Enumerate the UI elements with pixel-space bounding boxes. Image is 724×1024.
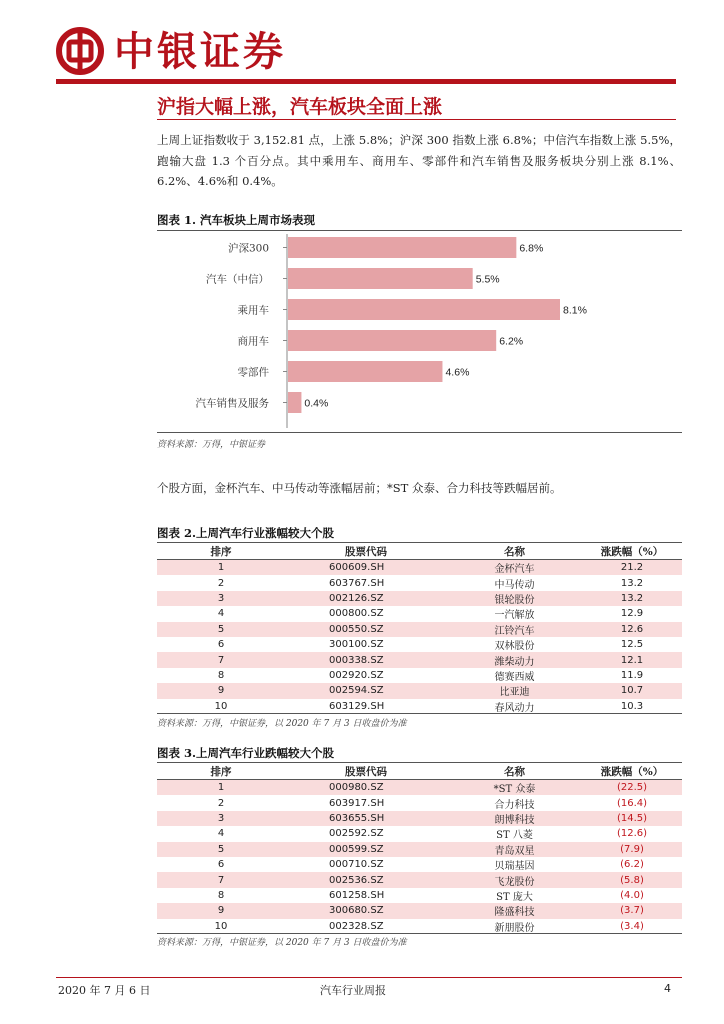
chart-bar	[288, 299, 560, 320]
rank-cell: 10	[214, 920, 228, 932]
code-cell: 000710.SZ	[329, 859, 384, 871]
change-cell: (16.4)	[616, 797, 648, 809]
section-title: 沪指大幅上涨，汽车板块全面上涨	[157, 96, 443, 118]
code-cell: 603655.SH	[285, 811, 447, 826]
rank-cell: 8	[217, 889, 225, 901]
chart-data-label: 6.8%	[519, 242, 544, 255]
chart-data-label: 5.5%	[475, 273, 500, 286]
table-row	[157, 888, 682, 903]
chart-bar	[288, 237, 516, 258]
footer-date: 2020 年 7 月 6 日	[58, 984, 151, 997]
rank-cell: 6	[217, 859, 225, 871]
code-cell: 000550.SZ	[285, 622, 447, 637]
stocks-summary-paragraph: 个股方面，金杯汽车、中马传动等涨幅居前；*ST 众泰、合力科技等跌幅居前。	[157, 481, 562, 495]
top-gainers-table	[157, 544, 682, 714]
name-cell: 比亚迪	[447, 683, 582, 698]
rank-cell: 2	[217, 797, 225, 809]
code-cell: 000800.SZ	[329, 608, 384, 620]
table3-title: 图表 3.上周汽车行业跌幅较大个股	[157, 746, 335, 760]
chart-category-label: 零部件	[237, 366, 269, 379]
section-title-rule	[157, 119, 676, 120]
chart-category-label: 汽车销售及服务	[195, 397, 269, 410]
code-cell: 000599.SZ	[285, 842, 447, 857]
table-header-row	[157, 544, 682, 560]
footer-report-name: 汽车行业周报	[320, 984, 386, 997]
table-row	[157, 591, 682, 606]
name-cell: 一汽解放	[494, 610, 535, 622]
name-cell: ST 八菱	[496, 830, 533, 842]
chart-category-label: 汽车（中信）	[206, 273, 269, 286]
code-cell: 002126.SZ	[285, 591, 447, 606]
table-row	[157, 795, 682, 810]
change-cell: (4.0)	[620, 889, 644, 901]
name-cell: 金杯汽车	[447, 560, 582, 576]
code-cell: 603129.SH	[329, 700, 385, 712]
rank-cell: 3	[157, 591, 285, 606]
table-row	[157, 872, 682, 887]
change-cell: 10.3	[620, 700, 644, 712]
col-code: 股票代码	[345, 766, 387, 778]
name-cell: 银轮股份	[447, 591, 582, 606]
table-row	[157, 560, 682, 576]
code-cell: 000980.SZ	[285, 780, 447, 796]
name-cell: 朗博科技	[447, 811, 582, 826]
name-cell: 隆盛科技	[447, 903, 582, 918]
rank-cell: 9	[157, 683, 285, 698]
code-cell: 601258.SH	[329, 889, 385, 901]
table-row	[157, 668, 682, 683]
footer-rule	[56, 977, 682, 978]
market-summary-paragraph: 上周上证指数收于 3,152.81 点，上涨 5.8%；沪深 300 指数上涨 6.8%；中信汽车指数上涨 5.5%，跑输大盘 1.3 个百分点。其中乘用车、商用车、零部件和汽车销售及服务板块分别上涨 8.1%、6.2%、4.6%和 0.4%。	[157, 133, 681, 188]
table2-top-rule	[157, 542, 682, 543]
change-cell: 12.5	[620, 639, 644, 651]
rank-cell: 4	[217, 608, 225, 620]
figure1-rule	[157, 230, 682, 231]
table-row	[157, 699, 682, 714]
chart-data-label: 6.2%	[499, 335, 524, 348]
name-cell: 新朋股份	[494, 922, 535, 934]
name-cell: 春风动力	[494, 702, 535, 714]
chart-data-label: 0.4%	[304, 397, 329, 410]
brand-name: 中银证券	[114, 29, 286, 75]
table-row	[157, 780, 682, 796]
col-rank: 排序	[210, 766, 232, 778]
code-cell: 002592.SZ	[329, 828, 384, 840]
name-cell: 双林股份	[494, 641, 535, 653]
rank-cell: 2	[217, 577, 225, 589]
table2-source: 资料来源：万得，中银证券，以 2020 年 7 月 3 日收盘价为准	[157, 719, 407, 729]
rank-cell: 1	[157, 780, 285, 796]
name-cell: 贝瑞基因	[494, 861, 535, 873]
rank-cell: 5	[157, 842, 285, 857]
table3-source: 资料来源：万得，中银证券，以 2020 年 7 月 3 日收盘价为准	[157, 938, 407, 948]
table3-top-rule	[157, 762, 682, 763]
rank-cell: 8	[217, 669, 225, 681]
code-cell: 300680.SZ	[285, 903, 447, 918]
table2-title: 图表 2.上周汽车行业涨幅较大个股	[157, 526, 335, 540]
col-change: 涨跌幅（%）	[600, 546, 664, 558]
col-rank: 排序	[210, 546, 232, 558]
change-cell: (3.7)	[582, 903, 682, 918]
name-cell: 潍柴动力	[447, 652, 582, 667]
name-cell: ST 庞大	[496, 891, 533, 903]
table-row	[157, 903, 682, 918]
rank-cell: 7	[157, 872, 285, 887]
header-rule	[56, 79, 676, 84]
name-cell: 中马传动	[494, 579, 535, 591]
name-cell: 江铃汽车	[447, 622, 582, 637]
table-header-row	[157, 764, 682, 780]
code-cell: 002594.SZ	[285, 683, 447, 698]
table-row	[157, 637, 682, 652]
table-row	[157, 606, 682, 621]
change-cell: 13.2	[582, 591, 682, 606]
chart-bar	[288, 330, 496, 351]
rank-cell: 10	[214, 700, 228, 712]
change-cell: 12.6	[582, 622, 682, 637]
change-cell: 10.7	[582, 683, 682, 698]
change-cell: 12.1	[582, 652, 682, 667]
col-name: 名称	[504, 766, 525, 778]
chart-category-label: 商用车	[237, 335, 269, 348]
top-losers-table	[157, 764, 682, 934]
code-cell: 002536.SZ	[285, 872, 447, 887]
table-row	[157, 622, 682, 637]
sector-performance-chart	[157, 232, 682, 430]
change-cell: (6.2)	[620, 859, 644, 871]
rank-cell: 5	[157, 622, 285, 637]
figure1-title: 图表 1. 汽车板块上周市场表现	[157, 213, 316, 227]
code-cell: 000338.SZ	[285, 652, 447, 667]
col-change: 涨跌幅（%）	[600, 766, 664, 778]
chart-bar	[288, 392, 301, 413]
table2-bottom-rule	[157, 713, 682, 714]
name-cell: 德赛西威	[494, 671, 535, 683]
name-cell: 青岛双星	[447, 842, 582, 857]
rank-cell: 7	[157, 652, 285, 667]
figure1-source: 资料来源：万得，中银证券	[157, 440, 266, 450]
footer-page-number: 4	[664, 982, 671, 995]
chart-bar	[288, 361, 442, 382]
change-cell: (5.8)	[582, 872, 682, 887]
code-cell: 002328.SZ	[329, 920, 384, 932]
change-cell: (12.6)	[616, 828, 648, 840]
rank-cell: 1	[157, 560, 285, 576]
chart-data-label: 8.1%	[563, 304, 587, 317]
table3-bottom-rule	[157, 933, 682, 934]
code-cell: 300100.SZ	[329, 639, 384, 651]
table-row	[157, 842, 682, 857]
name-cell: 飞龙股份	[447, 872, 582, 887]
rank-cell: 6	[217, 639, 225, 651]
chart-bar	[288, 268, 473, 289]
name-cell: 合力科技	[494, 799, 535, 811]
chart-data-label: 4.6%	[445, 366, 470, 379]
table-row	[157, 683, 682, 698]
code-cell: 603917.SH	[329, 797, 385, 809]
table-row	[157, 919, 682, 934]
change-cell: (7.9)	[582, 842, 682, 857]
rank-cell: 4	[217, 828, 225, 840]
chart-category-label: 乘用车	[237, 304, 269, 317]
change-cell: (3.4)	[620, 920, 644, 932]
col-name: 名称	[504, 546, 525, 558]
bank-of-china-logo-icon	[55, 26, 105, 76]
code-cell: 603767.SH	[329, 577, 385, 589]
table-row	[157, 857, 682, 872]
change-cell: 11.9	[620, 669, 644, 681]
code-cell: 600609.SH	[285, 560, 447, 576]
code-cell: 002920.SZ	[329, 669, 384, 681]
table-row	[157, 652, 682, 667]
rank-cell: 9	[157, 903, 285, 918]
change-cell: 21.2	[582, 560, 682, 576]
change-cell: 13.2	[620, 577, 644, 589]
col-code: 股票代码	[345, 546, 387, 558]
rank-cell: 3	[157, 811, 285, 826]
name-cell: *ST 众泰	[447, 780, 582, 796]
table-row	[157, 811, 682, 826]
table-row	[157, 826, 682, 841]
change-cell: 12.9	[620, 608, 644, 620]
chart-category-label: 沪深300	[227, 242, 269, 255]
change-cell: (14.5)	[582, 811, 682, 826]
table-row	[157, 575, 682, 590]
figure1-bottom-rule	[157, 432, 682, 433]
change-cell: (22.5)	[582, 780, 682, 796]
